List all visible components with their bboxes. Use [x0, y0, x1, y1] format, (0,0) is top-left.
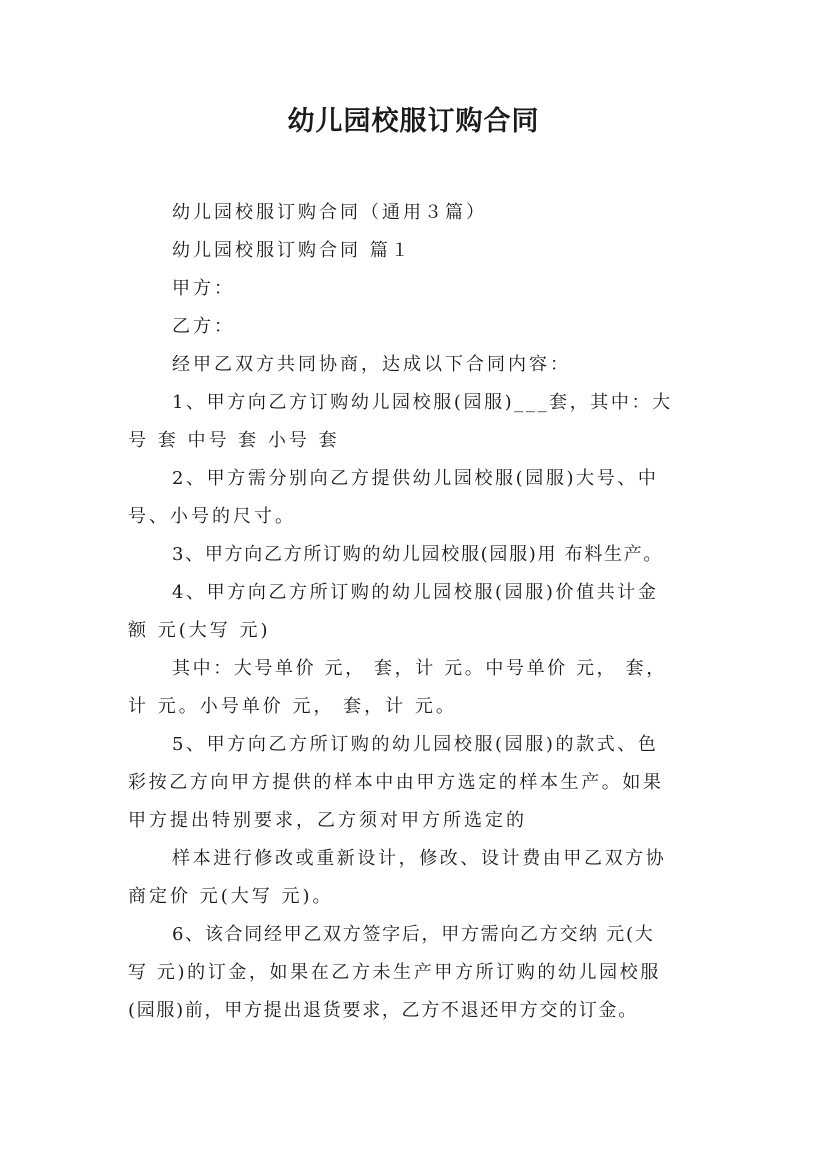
clause-6-line-2: 写 元)的订金，如果在乙方未生产甲方所订购的幼儿园校服 — [128, 962, 661, 983]
party-b-line: 乙方： — [172, 316, 235, 337]
clause-6-line-1: 6、该合同经甲乙双方签字后，甲方需向乙方交纳 元(大 — [172, 924, 655, 945]
clause-4-line-3: 其中：大号单价 元， 套，计 元。中号单价 元， 套， — [172, 658, 667, 679]
clause-5-line-2: 彩按乙方向甲方提供的样本中由甲方选定的样本生产。如果 — [128, 772, 664, 793]
clause-4-line-2: 额 元(大写 元) — [128, 620, 271, 641]
clause-1-line-1: 1、甲方向乙方订购幼儿园校服(园服)___套，其中：大 — [172, 392, 673, 413]
clause-1-line-2: 号 套 中号 套 小号 套 — [128, 430, 340, 451]
clause-2-line-2: 号、小号的尺寸。 — [128, 506, 296, 527]
clause-5-line-1: 5、甲方向乙方所订购的幼儿园校服(园服)的款式、色 — [172, 734, 659, 755]
clause-5-line-4: 样本进行修改或重新设计，修改、设计费由甲乙双方协 — [172, 848, 667, 869]
subtitle-line: 幼儿园校服订购合同（通用３篇） — [172, 202, 487, 223]
clause-5-line-3: 甲方提出特别要求，乙方须对甲方所选定的 — [128, 810, 527, 831]
document-title: 幼儿园校服订购合同 — [287, 106, 540, 137]
intro-line: 经甲乙双方共同协商，达成以下合同内容： — [172, 354, 571, 375]
clause-4-line-1: 4、甲方向乙方所订购的幼儿园校服(园服)价值共计金 — [172, 582, 659, 603]
clause-2-line-1: 2、甲方需分别向乙方提供幼儿园校服(园服)大号、中 — [172, 468, 659, 489]
party-a-line: 甲方： — [172, 278, 235, 299]
clause-5-line-5: 商定价 元(大写 元)。 — [128, 886, 334, 907]
clause-3-line-1: 3、甲方向乙方所订购的幼儿园校服(园服)用 布料生产。 — [172, 544, 664, 565]
clause-6-line-3: (园服)前，甲方提出退货要求，乙方不退还甲方交的订金。 — [128, 1000, 638, 1021]
section-heading: 幼儿园校服订购合同 篇１ — [172, 240, 412, 261]
document-body — [128, 194, 708, 1030]
clause-4-line-4: 计 元。小号单价 元， 套，计 元。 — [128, 696, 457, 717]
